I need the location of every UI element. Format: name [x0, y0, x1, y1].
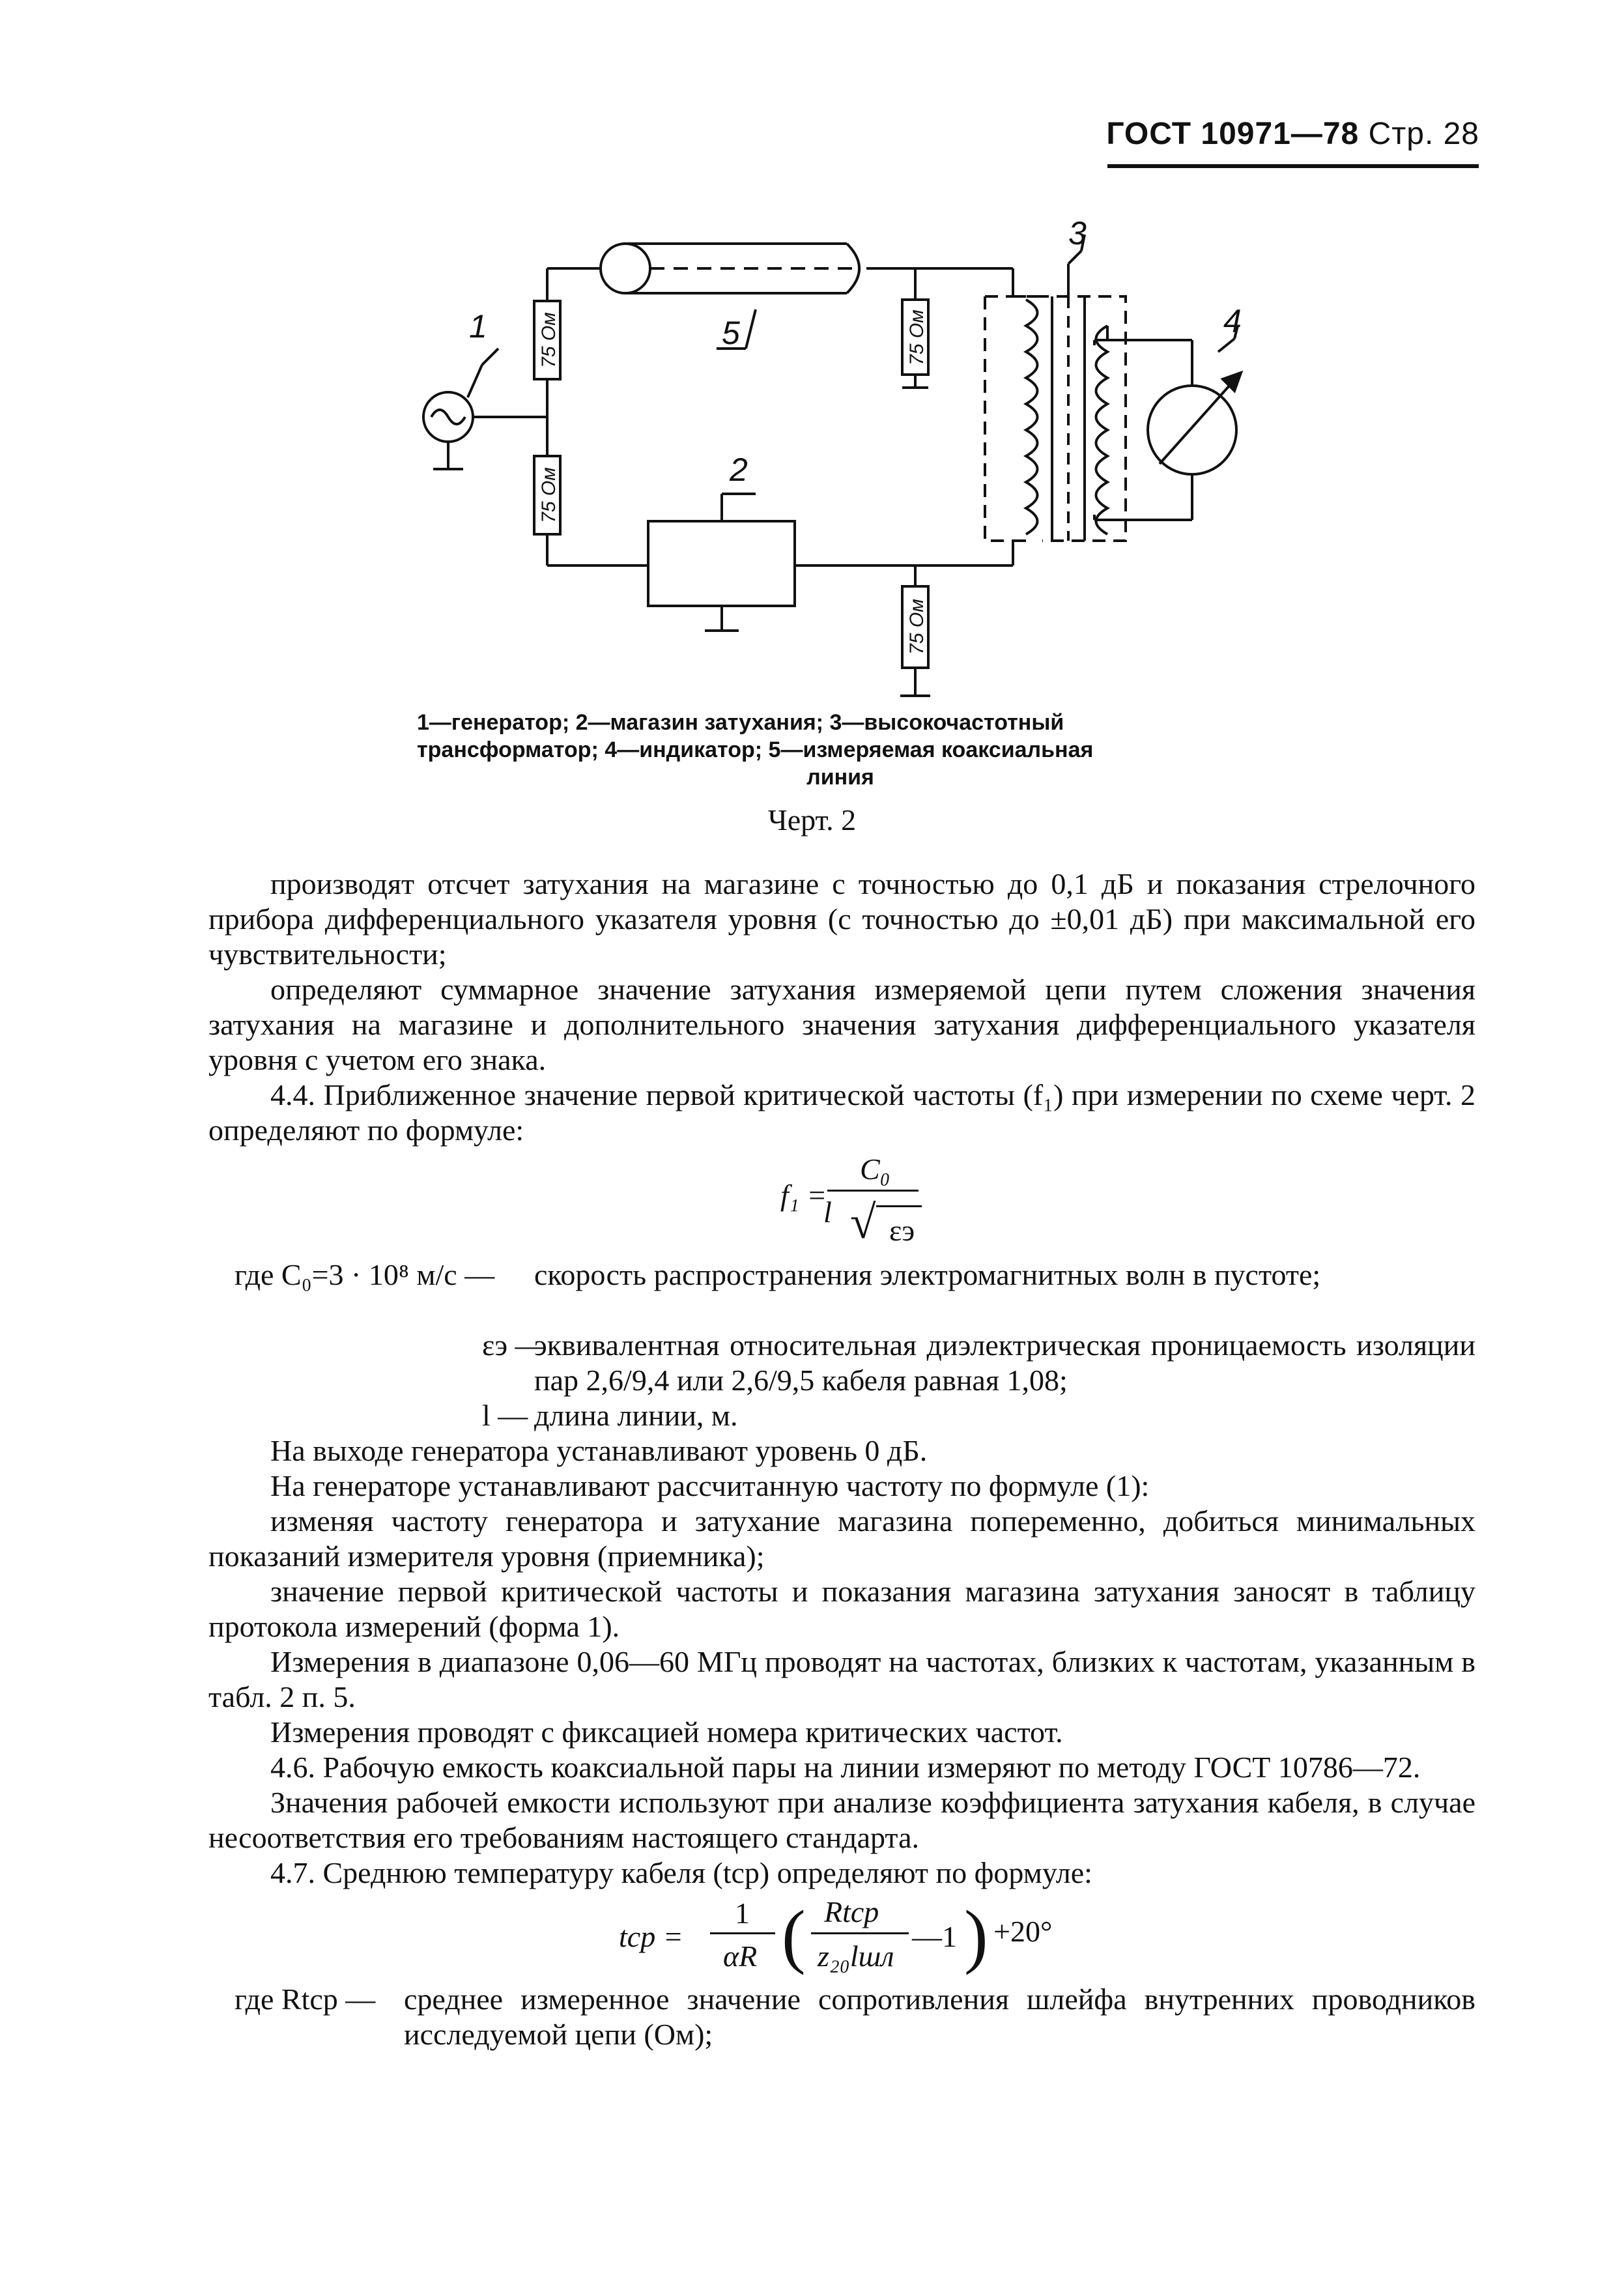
attenuator-box [648, 494, 795, 631]
caption-line-1: 1—генератор; 2—магазин затухания; 3—высокочастотный [417, 710, 1064, 735]
where2b-text: среднее измеренное значение сопротивления шлейфа внутренних проводников исследуемой цепи (Ом); [404, 1982, 1475, 2051]
resistor-right-top [902, 268, 928, 388]
paragraph-10: 4.6. Рабочую емкость коаксиальной пары на линии измеряют по методу ГОСТ 10786—72. [270, 1751, 1421, 1784]
svg-text:75 Ом: 75 Ом [906, 309, 928, 365]
formula1-fraction-bar [827, 1190, 919, 1192]
resistor-right-bottom [900, 565, 930, 696]
callout-1: 1 [469, 308, 487, 345]
header-rule [1107, 164, 1479, 168]
formula2-plus: +20° [993, 1915, 1053, 1948]
callout-2: 2 [730, 451, 748, 488]
svg-text:75 Ом: 75 Ом [538, 312, 560, 368]
formula2-lhs: tср = [619, 1920, 683, 1953]
where-row-3 [208, 1398, 1475, 1433]
formula2-r-num: Rtср [824, 1895, 879, 1928]
where1-text: скорость распространения электромагнитных волн в пустоте; [534, 1258, 1321, 1291]
where3-text: длина линии, м. [534, 1399, 738, 1432]
paragraph-1: производят отсчет затухания на магазине с точностью до 0,1 дБ и показания стрелочного прибора дифференциального указателя уровня (с точностью до ±0,01 дБ) при максимальной его чувствительности; [208, 867, 1475, 971]
sqrt-bar [876, 1205, 922, 1207]
figure-title: Черт. 2 [767, 803, 857, 837]
where-spacer [208, 1293, 1475, 1328]
body-text [208, 866, 1475, 2051]
formula1-lhs: f₁ = [780, 1179, 827, 1212]
svg-text:75 Ом: 75 Ом [906, 599, 928, 655]
where2b-symbol: где Rtср — [235, 1982, 376, 2016]
sqrt-icon: √ [850, 1196, 876, 1248]
paragraph-3: 4.4. Приближенное значение первой критической частоты (f₁) при измерении по схеме черт. 2 определяют по формуле: [208, 1078, 1475, 1147]
paragraph-12: 4.7. Среднюю температуру кабеля (tср) определяют по формуле: [270, 1856, 1092, 1889]
where2-symbol: εэ — [482, 1328, 545, 1362]
standard-code: ГОСТ 10971—78 [1106, 117, 1360, 151]
where2-row [208, 1982, 1475, 2051]
paragraph-6: изменяя частоту генератора и затухание магазина попеременно, добиться минимальных показаний измерителя уровня (приемника); [208, 1504, 1475, 1573]
svg-text:75 Ом: 75 Ом [538, 467, 560, 523]
where1-symbol: где C₀=3 · 10⁸ м/с — [235, 1258, 495, 1291]
paragraph-2: определяют суммарное значение затухания измеряемой цепи путем сложения значения затухания на магазине и дополнительного значения затухания дифференциального указателя уровня с учетом его знака. [208, 973, 1475, 1076]
where-row-1 [208, 1257, 1475, 1293]
formula1-numerator: C₀ [860, 1152, 890, 1186]
formula1-den-root: εэ [889, 1214, 915, 1247]
formula-critical-frequency [208, 1148, 1475, 1257]
formula2-minus1: —1 [912, 1920, 957, 1953]
callout-5: 5 [722, 315, 740, 351]
caption-line-2: трансформатор; 4—индикатор; 5—измеряемая коаксиальная [417, 737, 1094, 762]
where-row-2 [208, 1328, 1475, 1397]
left-paren-icon: ( [782, 1896, 806, 1975]
circuit-diagram [391, 208, 1316, 704]
paragraph-11: Значения рабочей емкости используют при анализе коэффициента затухания кабеля, в случае несоответствия его требованиям настоящего стандарта. [208, 1786, 1475, 1854]
formula-mean-temperature [208, 1891, 1475, 1982]
formula2-r-den: z₂₀lшл [818, 1939, 894, 1973]
formula2-alpha: αR [723, 1939, 758, 1973]
page-number: Стр. 28 [1368, 117, 1479, 151]
figure-caption [417, 709, 1264, 791]
formula1-den-l: l [823, 1195, 832, 1229]
indicator-symbol [1094, 326, 1241, 520]
paragraph-7: значение первой критической частоты и показания магазина затухания заносят в таблицу протокола измерений (форма 1). [208, 1575, 1475, 1643]
coaxial-line-symbol [547, 244, 1013, 349]
where2-text: эквивалентная относительная диэлектрическая проницаемость изоляции пар 2,6/9,4 или 2,6/9,5 кабеля равная 1,08; [534, 1328, 1475, 1397]
paragraph-4: На выходе генератора устанавливают уровень 0 дБ. [270, 1434, 928, 1467]
caption-line-3: линия [806, 765, 874, 790]
callout-3: 3 [1068, 215, 1087, 251]
resistor-left-bottom [534, 417, 560, 565]
page-header [1106, 116, 1479, 152]
paragraph-8: Измерения в диапазоне 0,06—60 МГц проводят на частотах, близких к частотам, указанным в табл. 2 п. 5. [208, 1645, 1475, 1713]
generator-symbol [423, 349, 547, 469]
formula2-bar-2 [811, 1932, 909, 1934]
where-spacer-2 [208, 1363, 1475, 1398]
resistor-left-top [534, 268, 560, 417]
paragraph-5: На генераторе устанавливают рассчитанную частоту по формуле (1): [270, 1469, 1150, 1502]
formula2-bar-1 [710, 1932, 775, 1934]
callout-4: 4 [1223, 303, 1242, 339]
formula2-one: 1 [735, 1896, 750, 1930]
where3-symbol: l — [482, 1399, 528, 1432]
paragraph-9: Измерения проводят с фиксацией номера критических частот. [270, 1715, 1063, 1749]
right-paren-icon: ) [964, 1896, 988, 1975]
transformer-symbol [985, 235, 1126, 565]
